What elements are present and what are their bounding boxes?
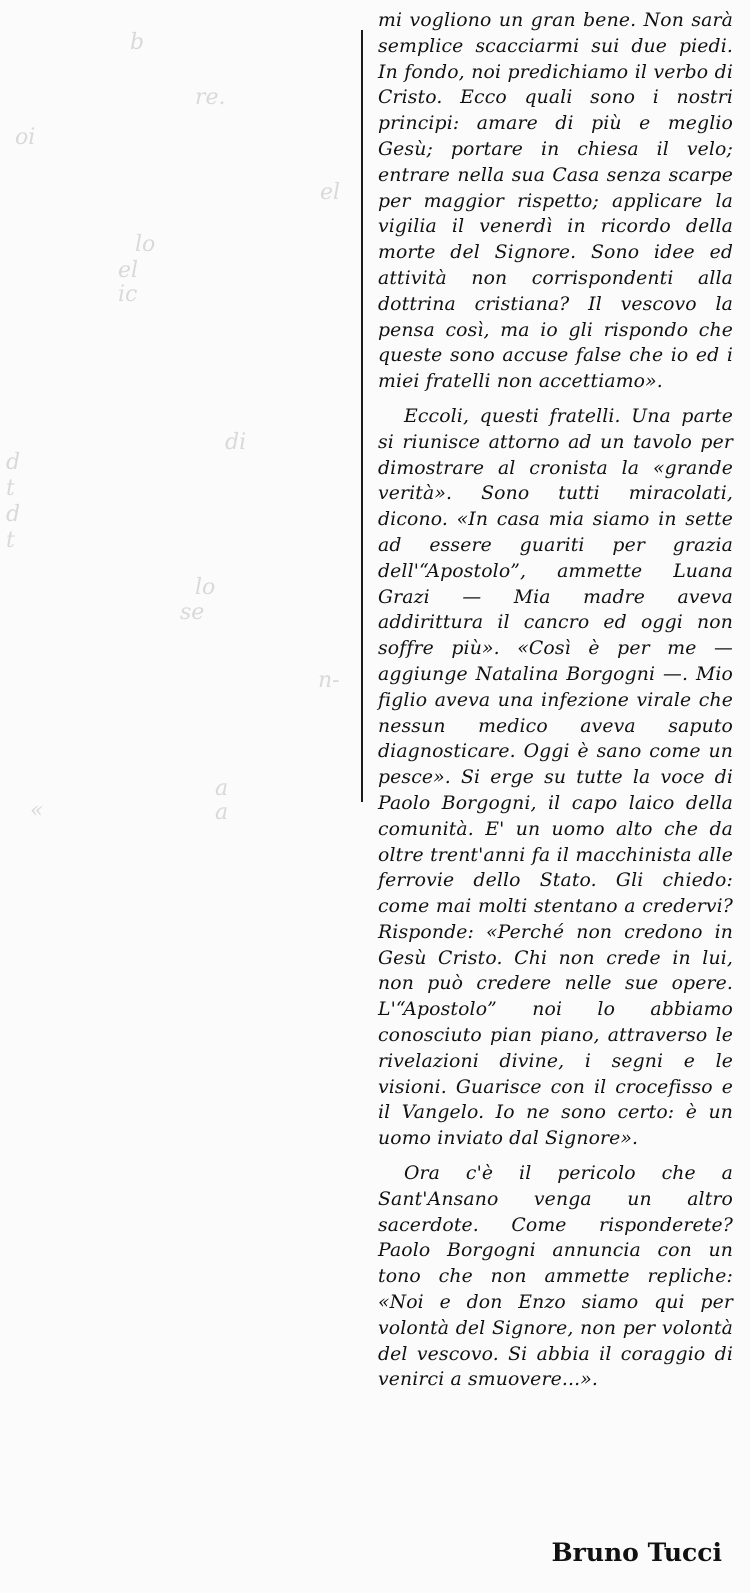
bleed-through-mark: re. [195, 85, 226, 110]
bleed-through-mark: el [320, 180, 341, 205]
bleed-through-mark: « [30, 798, 44, 823]
bleed-through-mark: a [215, 800, 229, 825]
bleed-through-mark: oi [15, 125, 36, 150]
bleed-through-mark: d [6, 502, 21, 527]
bleed-through-mark: b [130, 30, 145, 55]
article-column [378, 8, 733, 1393]
show-through-margin [0, 0, 360, 1593]
bleed-through-mark: n- [318, 668, 340, 693]
article-paragraph: Eccoli, questi fratelli. Una parte si riunisce attorno ad un tavolo per dimostrare al cronista la «grande verità». Sono tutti miracolati, dicono. «In casa mia siamo in sette ad essere guariti per grazia dell'“Apostolo”, ammette Luana Grazi — Mia madre aveva addirittura il cancro ed oggi non soffre più». «Così è per me — aggiunge Natalina Borgogni —. Mio figlio aveva una infezione virale che nessun medico aveva saputo diagnosticare. Oggi è sano come un pesce». Si erge su tutte la voce di Paolo Borgogni, il capo laico della comunità. E' un uomo alto che da oltre trent'anni fa il macchinista alle ferrovie dello Stato. Gli chiedo: come mai molti stentano a credervi? Risponde: «Perché non credono in Gesù Cristo. Chi non crede in lui, non può credere nelle sue opere. L'“Apostolo” noi lo abbiamo conosciuto pian piano, attraverso le rivelazioni divine, i segni e le visioni. Guarisce con il crocefisso e il Vangelo. Io ne sono certo: è un uomo inviato dal Signore». [378, 405, 733, 1150]
bleed-through-mark: lo [195, 575, 216, 600]
bleed-through-mark: t [6, 476, 15, 501]
bleed-through-mark: lo [135, 232, 156, 257]
bleed-through-mark: ic [118, 282, 138, 307]
bleed-through-mark: a [215, 776, 229, 801]
bleed-through-mark: d [6, 450, 21, 475]
article-paragraph: Ora c'è il pericolo che a Sant'Ansano venga un altro sacerdote. Come risponderete? Paolo Borgogni annuncia con un tono che non ammette repliche: «Noi e don Enzo siamo qui per volontà del Signore, non per volontà del vescovo. Si abbia il coraggio di venirci a smuovere...». [378, 1163, 733, 1391]
bleed-through-mark: se [180, 600, 205, 625]
bleed-through-mark: el [118, 258, 139, 283]
bleed-through-mark: di [225, 430, 247, 455]
bleed-through-mark: t [6, 528, 15, 553]
author-signature: Bruno Tucci [551, 1538, 722, 1567]
column-divider [361, 30, 363, 802]
article-paragraph: mi vogliono un gran bene. Non sarà semplice scacciarmi sui due piedi. In fondo, noi predichiamo il verbo di Cristo. Ecco quali sono i nostri principi: amare di più e meglio Gesù; portare in chiesa il velo; entrare nella sua Casa senza scarpe per maggior rispetto; applicare la vigilia il venerdì in ricordo della morte del Signore. Sono idee ed attività non corrispondenti alla dottrina cristiana? Il vescovo la pensa così, ma io gli rispondo che queste sono accuse false che io ed i miei fratelli non accettiamo». [378, 10, 733, 393]
